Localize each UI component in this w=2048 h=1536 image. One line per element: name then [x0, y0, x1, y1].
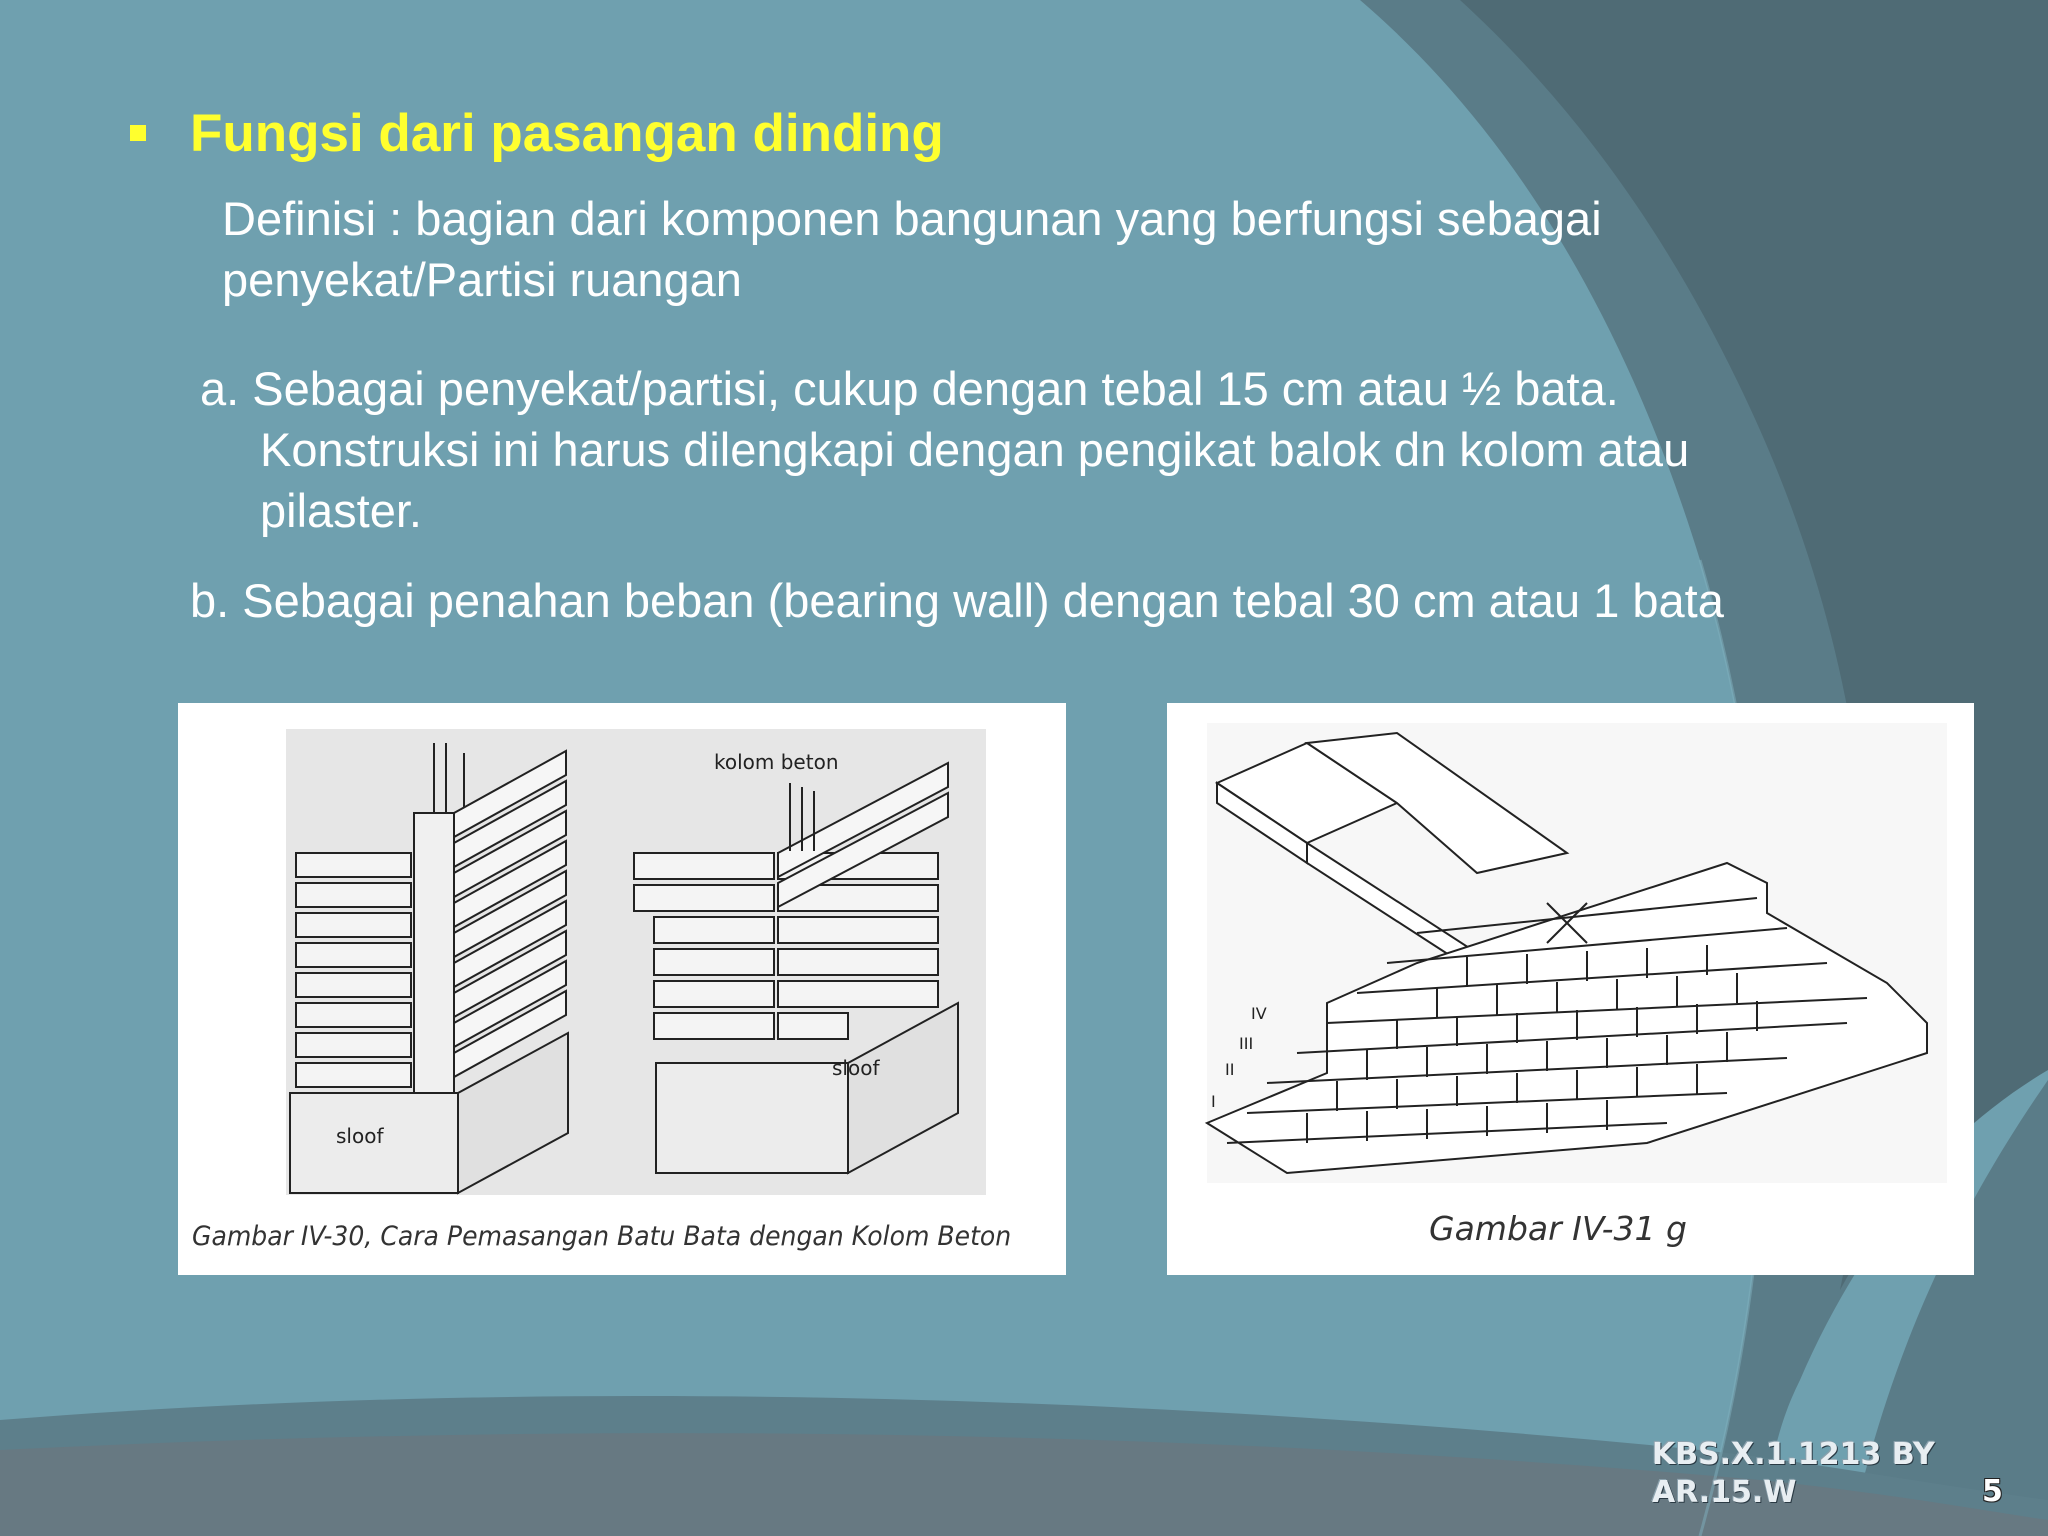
layer-label-iv: IV: [1251, 1004, 1267, 1023]
figure-brick-column: [178, 703, 1066, 1275]
layer-label-iii: III: [1239, 1034, 1254, 1053]
item-a-first-line: a. Sebagai penyekat/partisi, cukup dengan tebal 15 cm atau ½ bata.: [200, 362, 1619, 415]
brick-column-drawing: [178, 703, 1066, 1275]
slide-title: Fungsi dari pasangan dinding: [190, 104, 944, 163]
definition-text: Definisi : bagian dari komponen bangunan yang berfungsi sebagai penyekat/Partisi ruangan: [222, 192, 1602, 306]
layer-label-ii: II: [1225, 1060, 1235, 1079]
item-b: b. Sebagai penahan beban (bearing wall) dengan tebal 30 cm atau 1 bata: [190, 574, 1724, 627]
page-number: 5: [1982, 1474, 2003, 1509]
footer-credit: [1652, 1436, 1935, 1512]
item-a: [200, 358, 1840, 541]
footer-credit-line-1: KBS.X.1.1213 BY: [1652, 1437, 1935, 1472]
label-kolom-beton: kolom beton: [714, 750, 839, 774]
title-bullet: [130, 125, 146, 141]
label-sloof-left: sloof: [336, 1124, 384, 1148]
figure-brick-wall-junction: [1167, 703, 1974, 1275]
layer-label-i: I: [1211, 1092, 1216, 1111]
figure-2-caption: Gambar IV-31 g: [1429, 1209, 1687, 1248]
item-a-continuation: Konstruksi ini harus dilengkapi dengan pengikat balok dn kolom atau pilaster.: [260, 423, 1690, 537]
brick-wall-junction-drawing: [1167, 703, 1974, 1275]
label-sloof-right: sloof: [832, 1056, 880, 1080]
figure-1-caption: Gambar IV-30, Cara Pemasangan Batu Bata dengan Kolom Beton: [192, 1221, 1012, 1252]
footer-credit-line-2: AR.15.W: [1652, 1475, 1797, 1510]
